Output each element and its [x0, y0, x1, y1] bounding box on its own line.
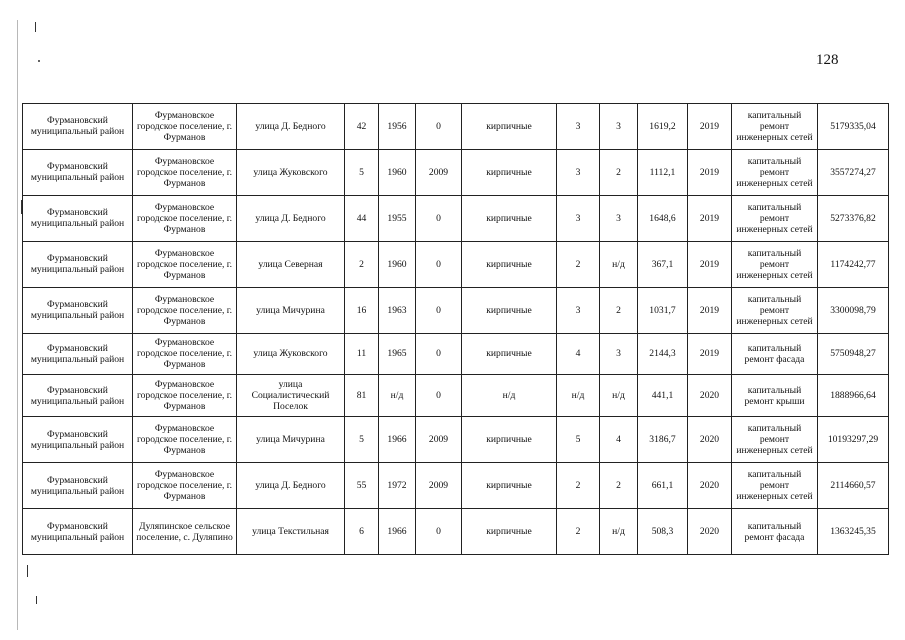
cost-cell: 1174242,77: [818, 241, 889, 287]
street-cell: улица Жуковского: [237, 333, 345, 375]
wall-material-cell: кирпичные: [462, 241, 557, 287]
repair-year-cell: 2019: [688, 287, 732, 333]
district-cell: Фурмановский муниципальный район: [23, 417, 133, 463]
cost-cell: 5750948,27: [818, 333, 889, 375]
street-cell: улица Мичурина: [237, 417, 345, 463]
settlement-cell: Фурмановское городское поселение, г. Фурманов: [133, 417, 237, 463]
scan-mark: [36, 596, 37, 604]
entrances-cell: 4: [600, 417, 638, 463]
area-cell: 367,1: [638, 241, 688, 287]
repair-year-cell: 2019: [688, 333, 732, 375]
area-cell: 2144,3: [638, 333, 688, 375]
work-type-cell: капитальный ремонт крыши: [732, 375, 818, 417]
wall-material-cell: кирпичные: [462, 509, 557, 555]
wall-material-cell: кирпичные: [462, 104, 557, 150]
house-number-cell: 5: [345, 417, 379, 463]
table-row: [23, 375, 889, 417]
entrances-cell: 2: [600, 149, 638, 195]
settlement-cell: Фурмановское городское поселение, г. Фурманов: [133, 463, 237, 509]
year-renovation-cell: 0: [416, 104, 462, 150]
year-renovation-cell: 0: [416, 509, 462, 555]
table-row: [23, 149, 889, 195]
table-row: [23, 241, 889, 287]
settlement-cell: Фурмановское городское поселение, г. Фурманов: [133, 149, 237, 195]
repair-year-cell: 2019: [688, 149, 732, 195]
cost-cell: 1888966,64: [818, 375, 889, 417]
house-number-cell: 2: [345, 241, 379, 287]
street-cell: улица Социалистический Поселок: [237, 375, 345, 417]
settlement-cell: Фурмановское городское поселение, г. Фурманов: [133, 333, 237, 375]
district-cell: Фурмановский муниципальный район: [23, 509, 133, 555]
entrances-cell: 3: [600, 195, 638, 241]
floors-cell: 3: [557, 287, 600, 333]
area-cell: 1648,6: [638, 195, 688, 241]
wall-material-cell: кирпичные: [462, 333, 557, 375]
cost-cell: 5179335,04: [818, 104, 889, 150]
year-renovation-cell: 0: [416, 195, 462, 241]
floors-cell: 2: [557, 241, 600, 287]
wall-material-cell: кирпичные: [462, 417, 557, 463]
entrances-cell: н/д: [600, 375, 638, 417]
work-type-cell: капитальный ремонт инженерных сетей: [732, 241, 818, 287]
repair-year-cell: 2020: [688, 463, 732, 509]
floors-cell: 4: [557, 333, 600, 375]
house-number-cell: 5: [345, 149, 379, 195]
work-type-cell: капитальный ремонт инженерных сетей: [732, 417, 818, 463]
year-built-cell: н/д: [379, 375, 416, 417]
year-built-cell: 1963: [379, 287, 416, 333]
settlement-cell: Дуляпинское сельское поселение, с. Дуляпино: [133, 509, 237, 555]
work-type-cell: капитальный ремонт фасада: [732, 333, 818, 375]
page-number: 128: [816, 52, 839, 68]
street-cell: улица Д. Бедного: [237, 104, 345, 150]
district-cell: Фурмановский муниципальный район: [23, 241, 133, 287]
year-built-cell: 1956: [379, 104, 416, 150]
street-cell: улица Текстильная: [237, 509, 345, 555]
entrances-cell: 2: [600, 287, 638, 333]
wall-material-cell: кирпичные: [462, 463, 557, 509]
district-cell: Фурмановский муниципальный район: [23, 104, 133, 150]
entrances-cell: н/д: [600, 241, 638, 287]
street-cell: улица Мичурина: [237, 287, 345, 333]
year-built-cell: 1960: [379, 241, 416, 287]
work-type-cell: капитальный ремонт инженерных сетей: [732, 149, 818, 195]
work-type-cell: капитальный ремонт инженерных сетей: [732, 463, 818, 509]
house-number-cell: 55: [345, 463, 379, 509]
scan-mark: [35, 22, 36, 32]
work-type-cell: капитальный ремонт инженерных сетей: [732, 287, 818, 333]
year-built-cell: 1955: [379, 195, 416, 241]
table-row: [23, 463, 889, 509]
floors-cell: 2: [557, 463, 600, 509]
entrances-cell: 2: [600, 463, 638, 509]
year-built-cell: 1965: [379, 333, 416, 375]
wall-material-cell: н/д: [462, 375, 557, 417]
scan-mark: [27, 565, 28, 577]
street-cell: улица Д. Бедного: [237, 195, 345, 241]
year-renovation-cell: 2009: [416, 463, 462, 509]
floors-cell: н/д: [557, 375, 600, 417]
repair-year-cell: 2019: [688, 241, 732, 287]
house-number-cell: 6: [345, 509, 379, 555]
floors-cell: 3: [557, 149, 600, 195]
house-number-cell: 81: [345, 375, 379, 417]
year-renovation-cell: 2009: [416, 417, 462, 463]
area-cell: 3186,7: [638, 417, 688, 463]
wall-material-cell: кирпичные: [462, 287, 557, 333]
scan-mark: [38, 60, 40, 62]
table-row: [23, 333, 889, 375]
wall-material-cell: кирпичные: [462, 195, 557, 241]
table-row: [23, 287, 889, 333]
district-cell: Фурмановский муниципальный район: [23, 333, 133, 375]
repair-year-cell: 2019: [688, 104, 732, 150]
house-number-cell: 42: [345, 104, 379, 150]
entrances-cell: 3: [600, 104, 638, 150]
floors-cell: 5: [557, 417, 600, 463]
floors-cell: 3: [557, 195, 600, 241]
settlement-cell: Фурмановское городское поселение, г. Фурманов: [133, 104, 237, 150]
year-renovation-cell: 0: [416, 333, 462, 375]
house-number-cell: 44: [345, 195, 379, 241]
work-type-cell: капитальный ремонт инженерных сетей: [732, 195, 818, 241]
repair-year-cell: 2020: [688, 375, 732, 417]
street-cell: улица Северная: [237, 241, 345, 287]
repair-year-cell: 2020: [688, 417, 732, 463]
table-row: [23, 104, 889, 150]
table-row: [23, 509, 889, 555]
settlement-cell: Фурмановское городское поселение, г. Фурманов: [133, 241, 237, 287]
work-type-cell: капитальный ремонт фасада: [732, 509, 818, 555]
year-renovation-cell: 0: [416, 287, 462, 333]
scan-edge-line: [17, 20, 18, 630]
table-row: [23, 195, 889, 241]
district-cell: Фурмановский муниципальный район: [23, 463, 133, 509]
floors-cell: 3: [557, 104, 600, 150]
cost-cell: 2114660,57: [818, 463, 889, 509]
cost-cell: 10193297,29: [818, 417, 889, 463]
year-renovation-cell: 2009: [416, 149, 462, 195]
year-renovation-cell: 0: [416, 241, 462, 287]
settlement-cell: Фурмановское городское поселение, г. Фурманов: [133, 375, 237, 417]
street-cell: улица Д. Бедного: [237, 463, 345, 509]
work-type-cell: капитальный ремонт инженерных сетей: [732, 104, 818, 150]
cost-cell: 5273376,82: [818, 195, 889, 241]
house-number-cell: 11: [345, 333, 379, 375]
cost-cell: 3300098,79: [818, 287, 889, 333]
district-cell: Фурмановский муниципальный район: [23, 149, 133, 195]
district-cell: Фурмановский муниципальный район: [23, 375, 133, 417]
cost-cell: 3557274,27: [818, 149, 889, 195]
area-cell: 508,3: [638, 509, 688, 555]
table-row: [23, 417, 889, 463]
area-cell: 1619,2: [638, 104, 688, 150]
year-renovation-cell: 0: [416, 375, 462, 417]
area-cell: 1031,7: [638, 287, 688, 333]
repair-year-cell: 2019: [688, 195, 732, 241]
housing-repair-table: [22, 103, 889, 555]
wall-material-cell: кирпичные: [462, 149, 557, 195]
year-built-cell: 1960: [379, 149, 416, 195]
settlement-cell: Фурмановское городское поселение, г. Фурманов: [133, 195, 237, 241]
area-cell: 441,1: [638, 375, 688, 417]
house-number-cell: 16: [345, 287, 379, 333]
area-cell: 661,1: [638, 463, 688, 509]
settlement-cell: Фурмановское городское поселение, г. Фурманов: [133, 287, 237, 333]
cost-cell: 1363245,35: [818, 509, 889, 555]
entrances-cell: 3: [600, 333, 638, 375]
floors-cell: 2: [557, 509, 600, 555]
district-cell: Фурмановский муниципальный район: [23, 287, 133, 333]
area-cell: 1112,1: [638, 149, 688, 195]
district-cell: Фурмановский муниципальный район: [23, 195, 133, 241]
year-built-cell: 1966: [379, 417, 416, 463]
entrances-cell: н/д: [600, 509, 638, 555]
repair-year-cell: 2020: [688, 509, 732, 555]
year-built-cell: 1966: [379, 509, 416, 555]
street-cell: улица Жуковского: [237, 149, 345, 195]
year-built-cell: 1972: [379, 463, 416, 509]
